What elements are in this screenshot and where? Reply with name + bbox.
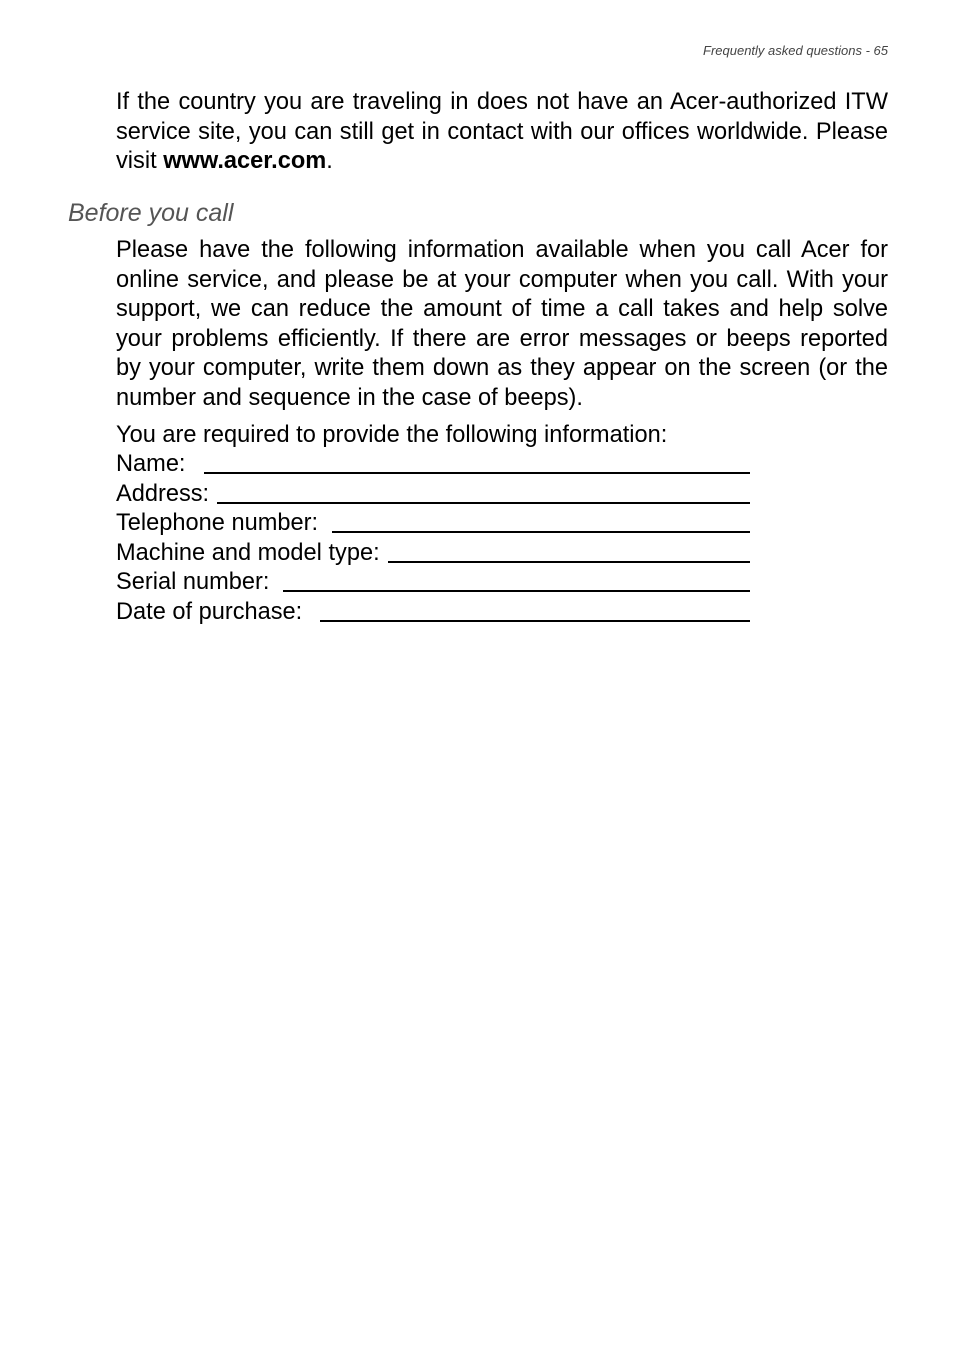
form-label-machine: Machine and model type: [116, 539, 380, 566]
form-line-name[interactable] [204, 472, 751, 474]
form-line-telephone[interactable] [332, 531, 750, 533]
form-line-machine[interactable] [388, 561, 750, 563]
running-header: Frequently asked questions - 65 [703, 43, 888, 58]
form-label-name: Name: [116, 451, 186, 477]
before-call-paragraph: Please have the following information available when you call Acer for online service, and please be at your computer when you call. With your support, we can reduce the amount of time a call takes and help solve your problems efficiently. If there are error messages or beeps reported by your computer, write them down as they appear on the screen (or the number and sequence in the case of beeps). [116, 237, 888, 411]
contact-paragraph [116, 88, 888, 177]
form-line-address[interactable] [217, 502, 750, 504]
form-row-serial [116, 568, 750, 598]
info-form [116, 450, 750, 627]
form-row-telephone [116, 509, 750, 539]
contact-text: If the country you are traveling in does not have an Acer-authorized ITW service site, you can still get in contact with our offices worldwide. Please visit [116, 89, 888, 174]
required-info-intro: You are required to provide the following information: [116, 422, 668, 448]
form-row-machine [116, 539, 750, 569]
form-label-telephone: Telephone number: [116, 510, 318, 536]
contact-text-end: . [326, 148, 333, 174]
section-heading: Before you call [68, 199, 234, 227]
form-row-date [116, 598, 750, 628]
acer-website-link[interactable]: www.acer.com [163, 148, 327, 174]
form-label-date: Date of purchase: [116, 598, 303, 625]
form-row-address [116, 480, 750, 510]
form-line-serial[interactable] [283, 590, 750, 592]
form-row-name [116, 450, 750, 480]
form-line-date[interactable] [320, 620, 750, 622]
form-label-serial: Serial number: [116, 569, 270, 595]
form-label-address: Address: [116, 480, 210, 507]
